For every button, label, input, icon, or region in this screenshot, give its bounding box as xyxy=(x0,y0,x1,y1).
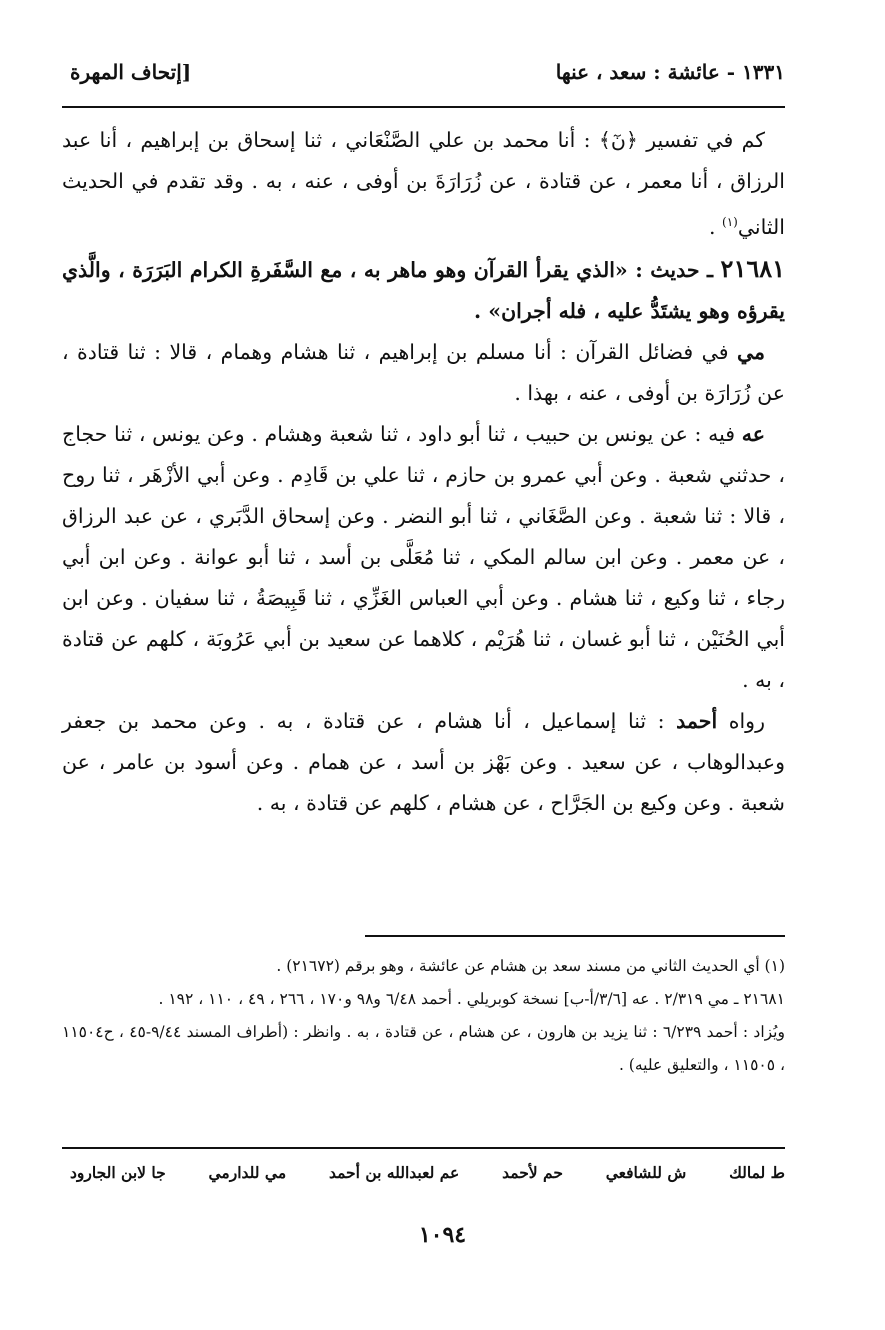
footnote-mark: (١) xyxy=(722,215,738,229)
footnote-rule xyxy=(365,935,785,937)
main-text xyxy=(62,120,785,824)
abbreviation-item: ط لمالك xyxy=(729,1163,785,1182)
paragraph-prefix: رواه xyxy=(717,709,765,733)
abbreviations-legend xyxy=(70,1163,785,1182)
hadith-label: ـ حديث : xyxy=(627,258,721,282)
paragraph-abu-awana xyxy=(62,414,785,701)
source-sigil: أحمد xyxy=(676,709,718,733)
abbreviation-item: جا لابن الجارود xyxy=(70,1163,166,1182)
footnote-1: (١) أي الحديث الثاني من مسند سعد بن هشام عن عائشة ، وهو برقم (٢١٦٧٢) . xyxy=(276,957,785,975)
hadith-number: ٢١٦٨١ xyxy=(720,254,785,283)
paragraph-text: في فضائل القرآن : أنا مسلم بن إبراهيم ، ثنا هشام وهمام ، قالا : ثنا قتادة ، عن زُرَارَة بن أوفى ، عنه ، بهذا . xyxy=(62,340,785,405)
paragraph-tafsir xyxy=(62,120,785,248)
footnotes xyxy=(62,950,785,1082)
paragraph-text: كم في تفسير ﴿نٓ﴾ : أنا محمد بن علي الصَّنْعَاني ، ثنا إسحاق بن إبراهيم ، أنا عبد الرزاق ، أنا معمر ، عن قتادة ، عن زُرَارَةَ بن أوفى ، عنه ، به . وقد تقدم في الحديث الثاني xyxy=(62,128,785,239)
header-book-title: [إتحاف المهرة xyxy=(70,60,192,84)
footnote-sources: ٢١٦٨١ ـ مي ٢/٣١٩ . عه [٣/٦/أ-ب] نسخة كوبريلي . أحمد ٦/٤٨ و٩٨ و١٧٠ ، ٢٦٦ ، ٤٩ ، ١١٠ ، ١٩٢ . xyxy=(158,990,785,1008)
paragraph-ahmad xyxy=(62,701,785,824)
paragraph-text: فيه : عن يونس بن حبيب ، ثنا أبو داود ، ثنا شعبة وهشام . وعن يونس ، ثنا حجاج ، حدثني شعبة . وعن أبي عمرو بن حازم ، ثنا علي بن قَادِم . وعن أبي الأزْهَر ، ثنا روح ، قالا : ثنا شعبة . وعن الصَّغَاني ، ثنا أبو النضر . وعن إسحاق الدَّبَري ، عن عبد الرزاق ، عن معمر . وعن ابن سالم المكي ، ثنا مُعَلَّى بن أسد ، ثنا أبو عوانة . وعن ابن أبي رجاء ، ثنا وكيع ، ثنا هشام . وعن أبي العباس الغَزِّي ، ثنا قَبِيصَةُ ، ثنا سفيان . وعن ابن أبي الحُنَيْن ، ثنا أبو غسان ، ثنا هُرَيْم ، كلاهما عن سعيد بن أبي عَرُوبَة ، كلهم عن قتادة ، به . xyxy=(62,422,785,692)
hadith-heading xyxy=(62,248,785,332)
hadith-text: «الذي يقرأ القرآن وهو ماهر به ، مع السَّفَرةِ الكرام البَرَرَة ، والَّذي يقرؤه وهو يشتَدُّ عليه ، فله أجران» . xyxy=(62,258,785,323)
paragraph-text: : ثنا إسماعيل ، أنا هشام ، عن قتادة ، به . وعن محمد بن جعفر وعبدالوهاب ، عن سعيد . وعن بَهْز بن أسد ، عن همام . وعن أسود بن عامر ، عن شعبة . وعن وكيع بن الجَرَّاح ، عن هشام ، كلهم عن قتادة ، به . xyxy=(62,709,785,815)
abbreviations-rule xyxy=(62,1147,785,1149)
header-chapter-title: ١٣٣١ - عائشة : سعد ، عنها xyxy=(555,60,785,84)
page-number: ١٠٩٤ xyxy=(418,1222,467,1248)
abbreviation-item: حم لأحمد xyxy=(502,1163,563,1182)
running-header xyxy=(70,56,785,96)
header-rule xyxy=(62,106,785,108)
source-sigil: عه xyxy=(741,422,765,446)
source-sigil: مي xyxy=(736,340,766,364)
abbreviation-item: عم لعبدالله بن أحمد xyxy=(328,1163,460,1182)
footnote-additions: ويُزاد : أحمد ٦/٢٣٩ : ثنا يزيد بن هارون ، عن هشام ، عن قتادة ، به . وانظر : (أطراف المسند ٩/٤٤-٤٥ ، ح١١٥٠٤ ، ١١٥٠٥ ، والتعليق عليه) . xyxy=(62,1023,785,1074)
paragraph-end: . xyxy=(708,215,722,239)
abbreviation-item: ش للشافعي xyxy=(605,1163,687,1182)
paragraph-darimi xyxy=(62,332,785,414)
abbreviation-item: مي للدارمي xyxy=(208,1163,287,1182)
